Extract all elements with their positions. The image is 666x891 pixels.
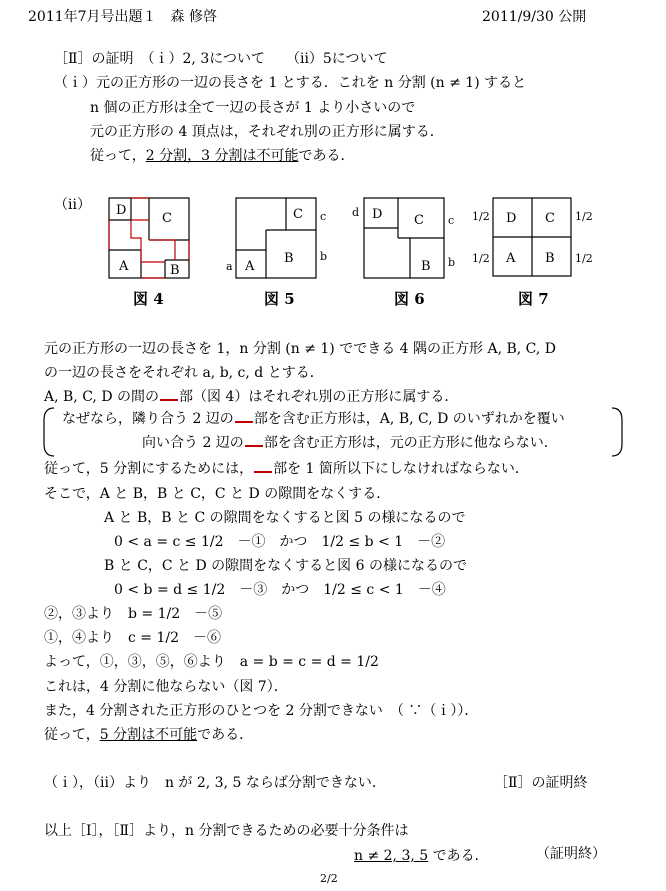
paren-line-2-b: 部を含む正方形は，元の正方形に他ならない． <box>263 435 558 451</box>
fig5-label-b: b <box>320 250 328 263</box>
figure-7-caption: 図 7 <box>518 290 549 308</box>
fig7-label-half-top-right: 1/2 <box>575 210 593 223</box>
part-ii-label: （ⅱ） <box>54 197 91 213</box>
conclusion-ii: （ｉ），（ⅱ）より n が 2, 3, 5 ならば分割できない． <box>44 775 386 791</box>
body-line-3-a: A, B, C, D の間の <box>44 389 159 405</box>
body-line-3 <box>44 388 458 406</box>
body-line-2: の一辺の長さをそれぞれ a, b, c, d とする． <box>44 365 324 381</box>
red-mark <box>245 435 263 447</box>
body-line-4-b: 部を 1 箇所以下にしなければならない． <box>273 461 529 477</box>
paren-line-1-a: なぜなら，隣り合う 2 辺の <box>62 411 234 427</box>
fig7-label-A: A <box>506 251 516 266</box>
fig6-label-c: c <box>448 214 455 227</box>
header-date: 2011/9/30 公開 <box>482 9 587 25</box>
proof-ii-end: ［Ⅱ］の証明終 <box>494 775 588 791</box>
paren-line-2-a: 向い合う 2 辺の <box>142 435 244 451</box>
fig5-label-a: a <box>226 260 233 273</box>
figure-4-caption: 図 4 <box>133 290 164 308</box>
header-title: 2011年7月号出題１ 森 修啓 <box>28 9 217 25</box>
page-number: 2/2 <box>320 872 338 885</box>
body-line-15 <box>44 726 253 744</box>
final-line-1: 以上［Ⅰ］，［Ⅱ］より，n 分割できるための必要十分条件は <box>44 823 409 839</box>
paren-line-2 <box>142 434 558 452</box>
fig7-label-B: B <box>545 251 555 266</box>
eq-all: よって，①，③，⑤，⑥より a = b = c = d = 1/2 <box>44 654 379 670</box>
body-line-13: これは，4 分割に他ならない（図 7）． <box>44 679 288 695</box>
final-line-2 <box>354 847 489 865</box>
fig6-label-B: B <box>421 259 431 274</box>
fig4-label-A: A <box>119 259 129 274</box>
intro-line-4-post: である． <box>298 148 355 164</box>
figures-panel <box>0 190 666 320</box>
figure-5-caption: 図 5 <box>264 290 295 308</box>
proof-end: （証明終） <box>536 846 606 862</box>
fig5-label-A: A <box>245 259 255 274</box>
fig4-label-B: B <box>170 263 180 278</box>
intro-line-4-pre: 従って， <box>90 148 146 164</box>
fig7-label-half-top-left: 1/2 <box>472 210 490 223</box>
fig7-label-D: D <box>506 211 517 226</box>
fig4-label-D: D <box>116 203 127 218</box>
intro-line-3: 元の正方形の 4 頂点は，それぞれ別の正方形に属する． <box>90 124 444 140</box>
intro-line-4 <box>90 147 354 165</box>
body-line-15-underlined: 5 分割は不可能 <box>99 727 198 743</box>
red-mark <box>254 461 272 473</box>
intro-line-4-underlined: 2 分割，3 分割は不可能 <box>145 148 299 164</box>
eq-6: ①，④より c = 1/2 －⑥ <box>44 630 222 646</box>
fig7-label-half-bottom-left: 1/2 <box>472 252 490 265</box>
body-line-6: A と B，B と C の隙間をなくすると図 5 の様になるので <box>104 510 466 526</box>
red-mark <box>235 411 253 423</box>
fig6-label-C: C <box>414 213 424 228</box>
body-line-3-b: 部（図 4）はそれぞれ別の正方形に属する． <box>179 389 459 405</box>
fig7-label-C: C <box>545 211 555 226</box>
red-mark <box>160 389 178 401</box>
paren-line-1-b: 部を含む正方形は，A, B, C, D のいずれかを覆い <box>253 411 565 427</box>
fig6-label-d: d <box>352 206 360 219</box>
fig4-label-C: C <box>162 211 172 226</box>
final-condition: n ≠ 2, 3, 5 <box>354 848 429 864</box>
eq-1-2: 0 < a = c ≤ 1/2 －① かつ 1/2 ≤ b < 1 －② <box>114 534 446 550</box>
proof-heading: ［Ⅱ］の証明 （ｉ）2, 3について （ⅱ）5について <box>54 51 388 67</box>
body-line-15-a: 従って， <box>44 727 100 743</box>
body-line-14: また，4 分割された正方形のひとつを 2 分割できない （ ∵（ｉ））． <box>44 703 479 719</box>
fig5-label-c: c <box>320 210 327 223</box>
body-line-1: 元の正方形の一辺の長さを 1，n 分割 (n ≠ 1) でできる 4 隅の正方形 A, B, C, D <box>44 341 556 357</box>
fig7-label-half-bottom-right: 1/2 <box>575 252 593 265</box>
figure-6-caption: 図 6 <box>394 290 425 308</box>
eq-3-4: 0 < b = d ≤ 1/2 －③ かつ 1/2 ≤ c < 1 －④ <box>114 582 446 598</box>
final-line-2-post: である． <box>432 848 489 864</box>
body-line-5: そこで，A と B，B と C，C と D の隙間をなくする． <box>44 486 391 502</box>
fig6-label-b: b <box>448 256 456 269</box>
body-line-8: B と C，C と D の隙間をなくすると図 6 の様になるので <box>104 558 467 574</box>
figure-7 <box>493 198 571 276</box>
intro-line-2: n 個の正方形は全て一辺の長さが 1 より小さいので <box>90 100 416 116</box>
intro-line-1: （ｉ）元の正方形の一辺の長さを 1 とする．これを n 分割 (n ≠ 1) すると <box>54 75 527 91</box>
fig6-label-D: D <box>372 207 383 222</box>
eq-5: ②，③より b = 1/2 －⑤ <box>44 606 223 622</box>
body-line-4 <box>44 460 529 478</box>
body-line-15-c: である． <box>197 727 254 743</box>
fig5-label-B: B <box>284 251 294 266</box>
fig5-label-C: C <box>293 207 303 222</box>
paren-line-1 <box>62 410 565 428</box>
body-line-4-a: 従って，5 分割にするためには， <box>44 461 254 477</box>
